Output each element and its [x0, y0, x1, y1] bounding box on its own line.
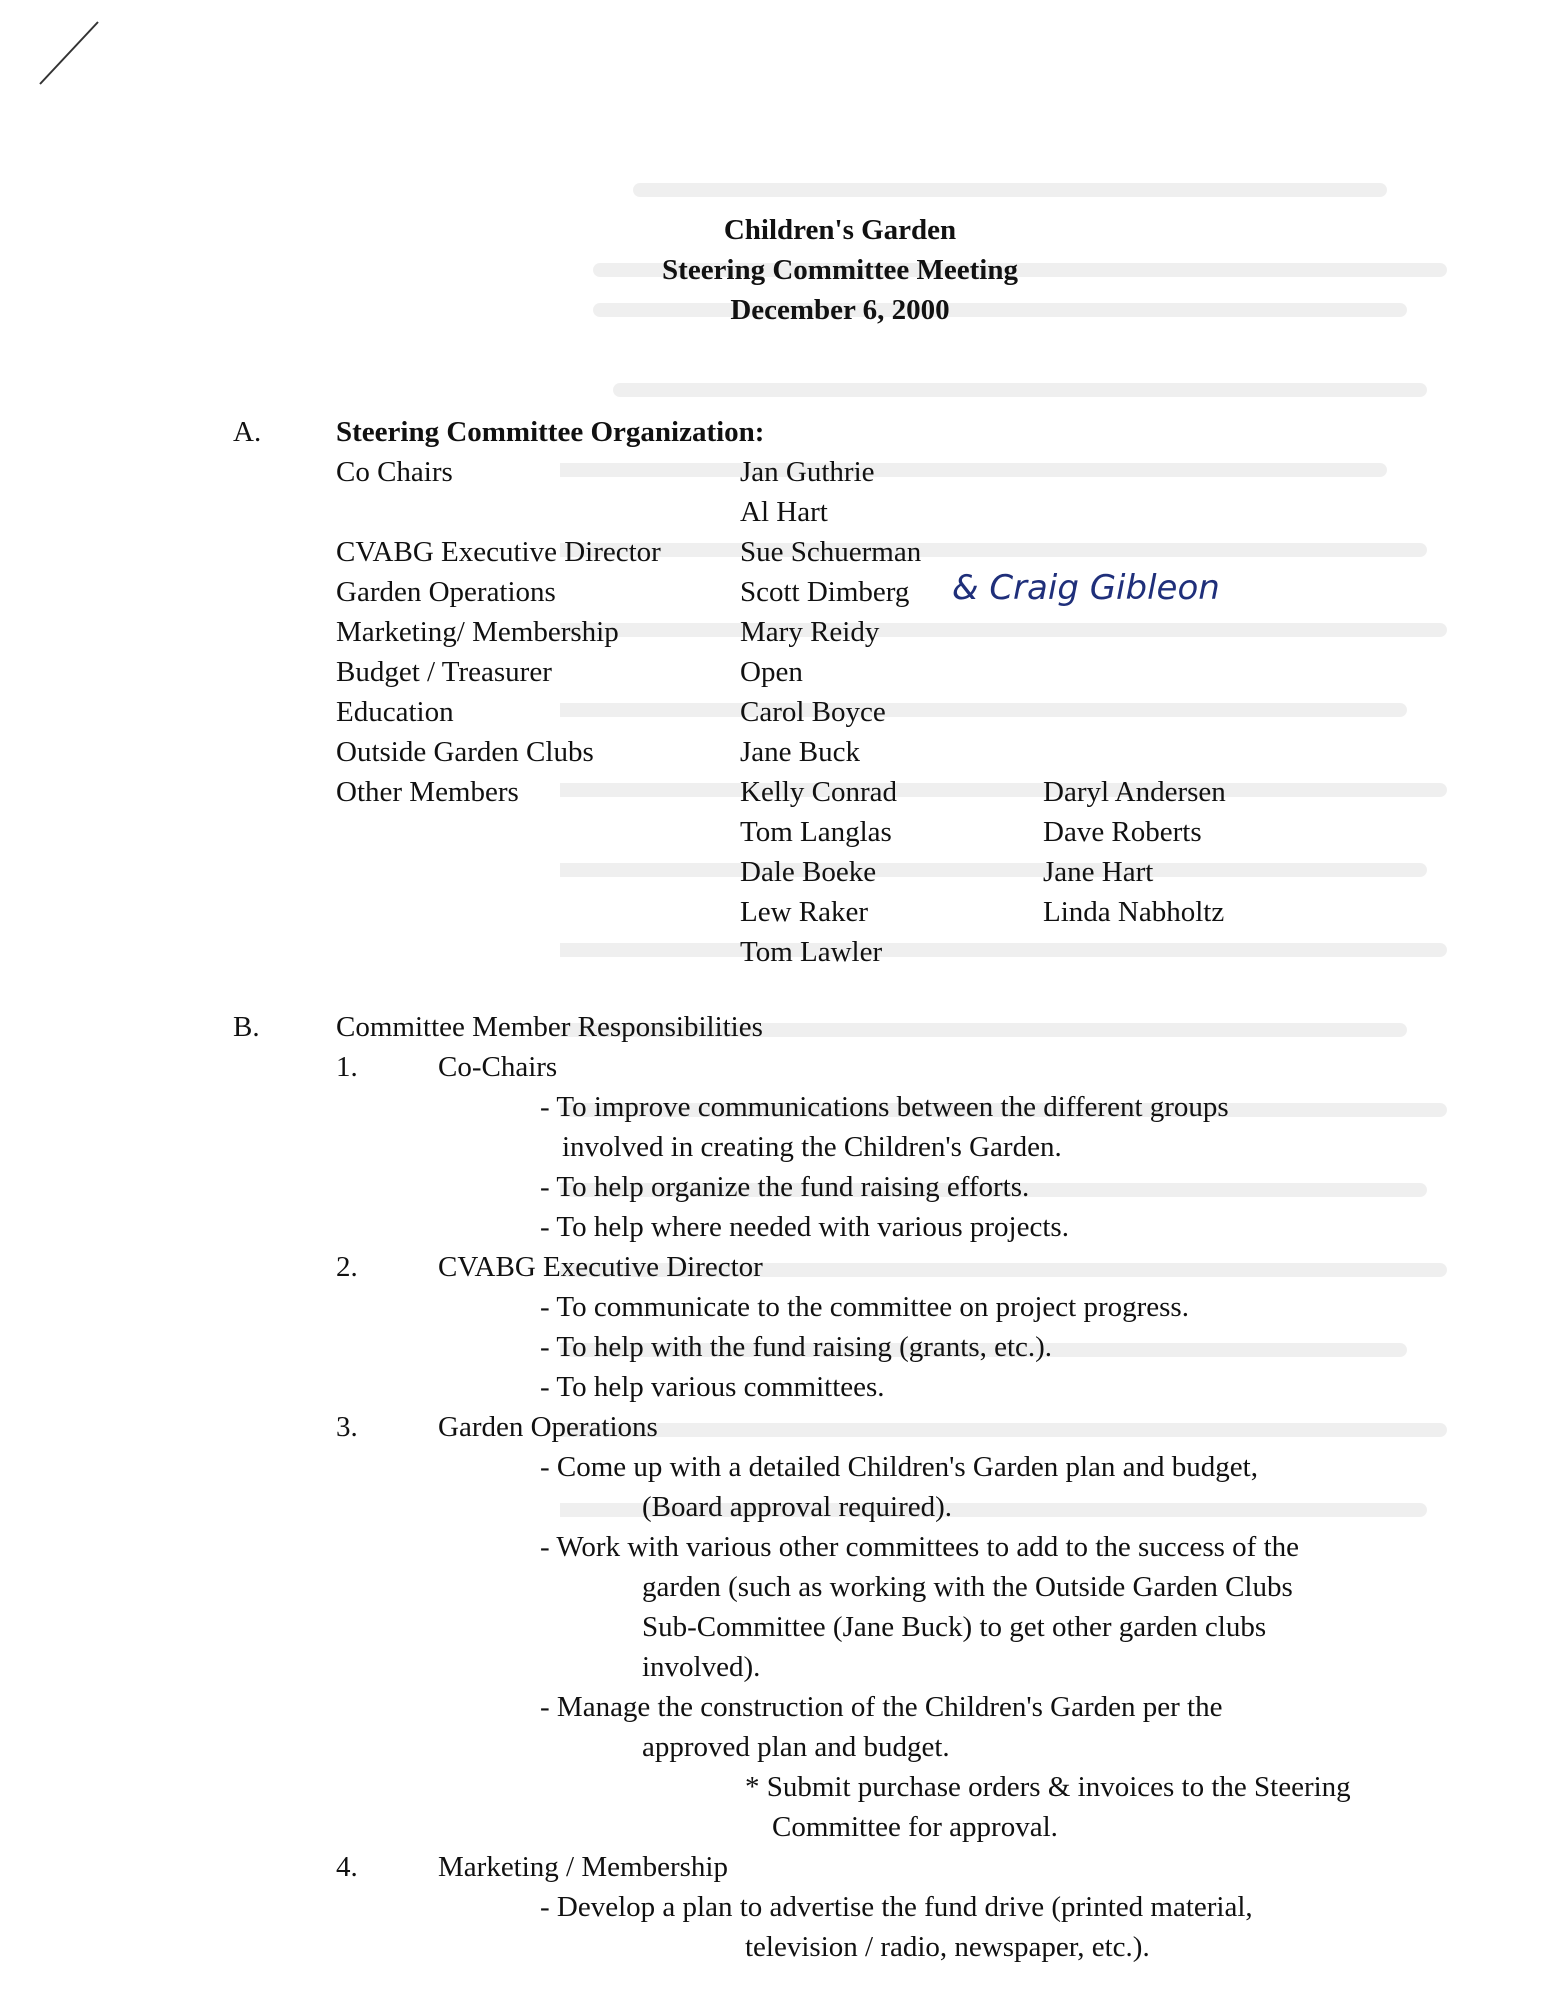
section-a-letter: A. [233, 416, 262, 448]
member-name: Lew Raker [740, 896, 869, 928]
item-title: CVABG Executive Director [438, 1251, 763, 1283]
member-name: Jane Buck [740, 736, 860, 768]
header-subtitle: Steering Committee Meeting [662, 254, 1018, 286]
item-line: approved plan and budget. [642, 1731, 950, 1763]
pen-mark-icon [36, 18, 106, 88]
member-name: Dale Boeke [740, 856, 877, 888]
role-label: Garden Operations [336, 576, 556, 608]
section-b-letter: B. [233, 1011, 260, 1043]
item-title: Garden Operations [438, 1411, 658, 1443]
header-date: December 6, 2000 [730, 294, 950, 326]
member-name: Jane Hart [1043, 856, 1154, 888]
member-name: Linda Nabholtz [1043, 896, 1225, 928]
member-name: Sue Schuerman [740, 536, 922, 568]
member-name: Tom Langlas [740, 816, 892, 848]
member-name: Tom Lawler [740, 936, 883, 968]
member-name: Dave Roberts [1043, 816, 1202, 848]
item-number: 2. [336, 1251, 358, 1283]
item-line: - Develop a plan to advertise the fund drive (printed material, [540, 1891, 1253, 1923]
section-b-title: Committee Member Responsibilities [336, 1011, 763, 1043]
item-line: garden (such as working with the Outside Garden Clubs [642, 1571, 1293, 1603]
section-a-title: Steering Committee Organization: [336, 416, 765, 448]
item-line: * Submit purchase orders & invoices to the Steering [745, 1771, 1351, 1803]
member-name: Scott Dimberg [740, 576, 910, 608]
item-line: television / radio, newspaper, etc.). [745, 1931, 1150, 1963]
role-label: Marketing/ Membership [336, 616, 619, 648]
item-line: - To help where needed with various projects. [540, 1211, 1069, 1243]
member-name: Jan Guthrie [740, 456, 875, 488]
item-line: - To help various committees. [540, 1371, 885, 1403]
item-line: - To improve communications between the different groups [540, 1091, 1229, 1123]
item-line: involved in creating the Children's Garden. [562, 1131, 1062, 1163]
member-name: Open [740, 656, 803, 688]
role-label: Co Chairs [336, 456, 453, 488]
member-name: Kelly Conrad [740, 776, 898, 808]
member-name: Carol Boyce [740, 696, 886, 728]
handwritten-note: & Craig Gibleon [952, 568, 1220, 608]
item-number: 3. [336, 1411, 358, 1443]
member-name: Daryl Andersen [1043, 776, 1226, 808]
item-line: - Come up with a detailed Children's Garden plan and budget, [540, 1451, 1258, 1483]
item-line: involved). [642, 1651, 761, 1683]
member-name: Mary Reidy [740, 616, 880, 648]
role-label: Outside Garden Clubs [336, 736, 594, 768]
item-number: 4. [336, 1851, 358, 1883]
item-line: Sub-Committee (Jane Buck) to get other garden clubs [642, 1611, 1267, 1643]
role-label: Education [336, 696, 454, 728]
item-line: - Manage the construction of the Children's Garden per the [540, 1691, 1223, 1723]
role-label: Budget / Treasurer [336, 656, 552, 688]
role-label: CVABG Executive Director [336, 536, 661, 568]
header-title: Children's Garden [723, 214, 957, 246]
item-number: 1. [336, 1051, 358, 1083]
item-title: Marketing / Membership [438, 1851, 728, 1883]
member-name: Al Hart [740, 496, 828, 528]
item-title: Co-Chairs [438, 1051, 558, 1083]
item-line: - To communicate to the committee on project progress. [540, 1291, 1189, 1323]
item-line: - To help organize the fund raising efforts. [540, 1171, 1030, 1203]
role-label: Other Members [336, 776, 519, 808]
item-line: (Board approval required). [642, 1491, 953, 1523]
item-line: Committee for approval. [772, 1811, 1058, 1843]
item-line: - To help with the fund raising (grants, etc.). [540, 1331, 1053, 1363]
item-line: - Work with various other committees to add to the success of the [540, 1531, 1300, 1563]
